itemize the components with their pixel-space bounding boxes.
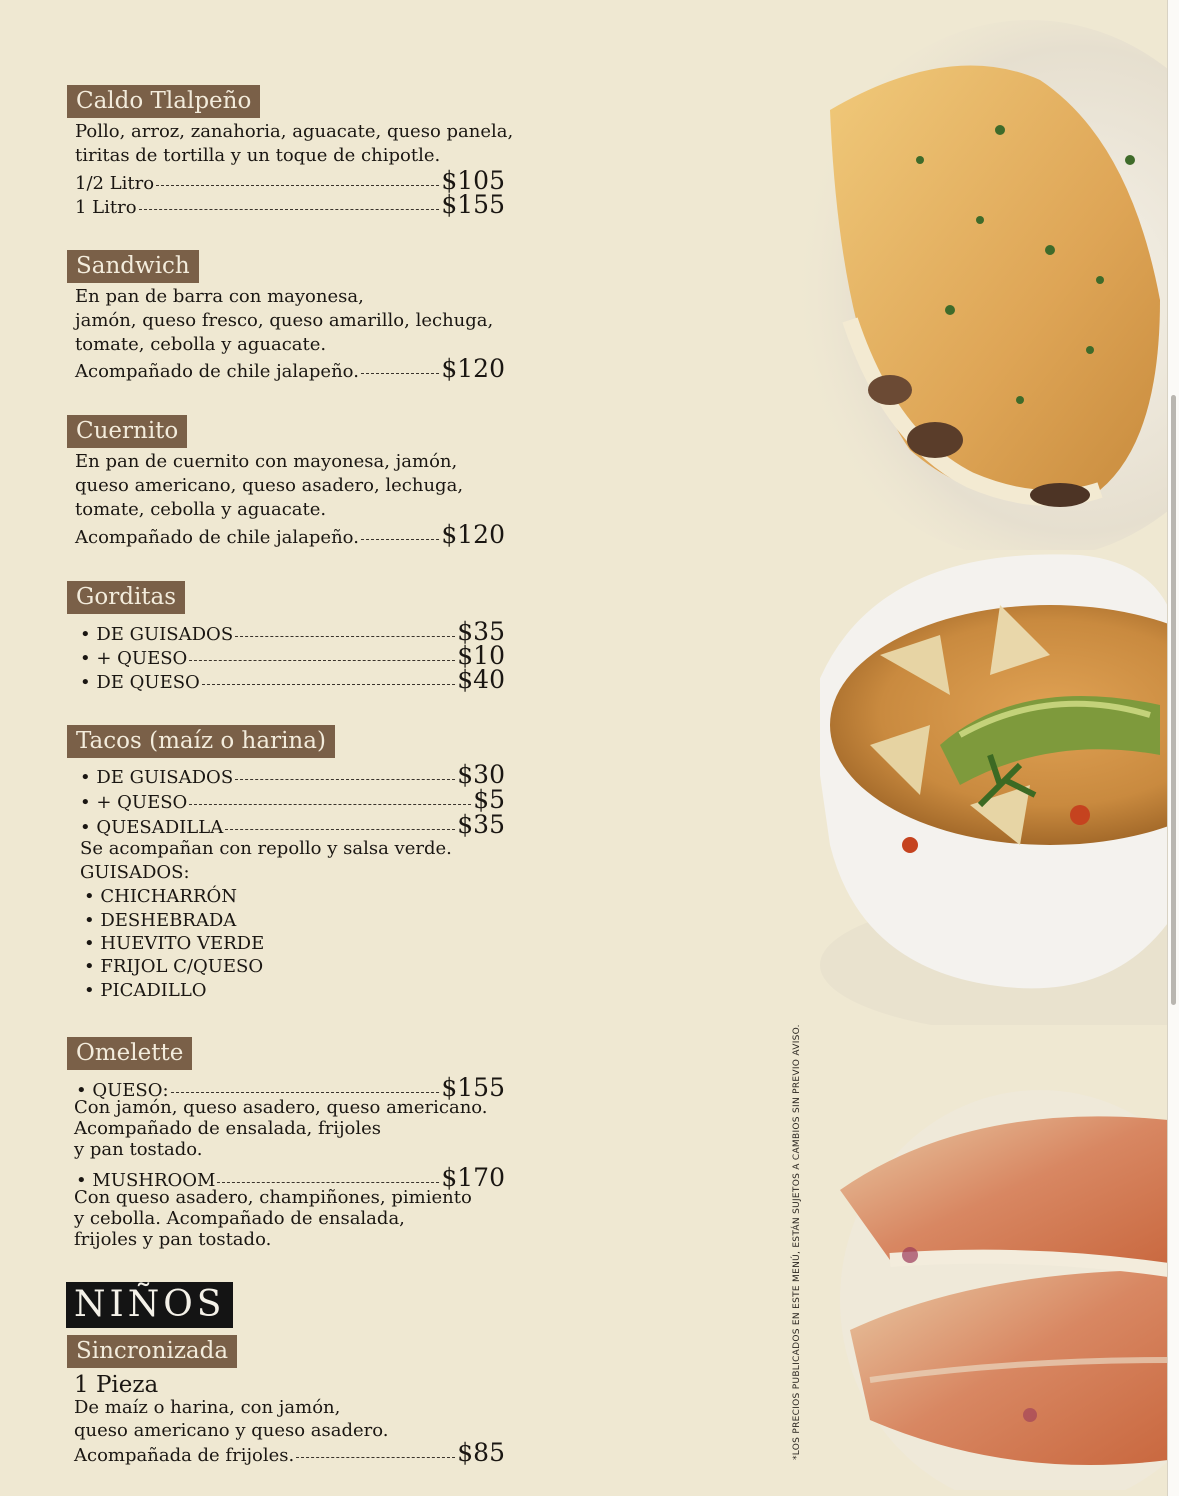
sincronizada-price-row — [74, 1438, 505, 1467]
cuernito-price-label: Acompañado de chile jalapeño. — [75, 527, 359, 548]
tacos-row-3 — [80, 810, 505, 839]
omelette-desc-2a: Con queso asadero, champiñones, pimiento — [74, 1187, 472, 1208]
leader-dots — [171, 1092, 440, 1093]
leader-dots — [156, 185, 439, 186]
gorditas-title: Gorditas — [67, 581, 185, 614]
gorditas-label-1: • DE GUISADOS — [80, 624, 233, 645]
leader-dots — [202, 684, 455, 685]
sincronizada-desc-2: queso americano y queso asadero. — [74, 1420, 389, 1441]
price-disclaimer: *LOS PRECIOS PUBLICADOS EN ESTE MENÚ, ESTÁN SUJETOS A CAMBIOS SIN PREVIO AVISO. — [792, 1024, 802, 1460]
caldo-size-label-2: 1 Litro — [75, 197, 137, 218]
sincronizada-title: Sincronizada — [67, 1335, 237, 1368]
sandwich-price-row — [75, 354, 505, 383]
guisados-title: GUISADOS: — [80, 862, 190, 883]
caldo-price-1: $105 — [441, 166, 505, 195]
tacos-row-1 — [80, 760, 505, 789]
omelette-price-1: $155 — [441, 1073, 505, 1102]
caldo-title: Caldo Tlalpeño — [67, 85, 260, 118]
caldo-price-row-1 — [75, 166, 505, 195]
tacos-title: Tacos (maíz o harina) — [67, 725, 335, 758]
leader-dots — [139, 209, 440, 210]
leader-dots — [235, 636, 455, 637]
cuernito-price: $120 — [441, 520, 505, 549]
sandwich-desc-2: jamón, queso fresco, queso amarillo, lechuga, — [75, 310, 494, 331]
cuernito-desc-1: En pan de cuernito con mayonesa, jamón, — [75, 451, 458, 472]
gorditas-row-2 — [80, 641, 505, 670]
quesadilla-photo — [830, 1060, 1168, 1490]
gorditas-label-3: • DE QUESO — [80, 672, 200, 693]
omelette-desc-2c: frijoles y pan tostado. — [74, 1229, 272, 1250]
guisado-item: • DESHEBRADA — [84, 909, 236, 933]
gorditas-row-1 — [80, 617, 505, 646]
cuernito-price-row — [75, 520, 505, 549]
scrollbar[interactable] — [1171, 395, 1176, 1005]
tacos-note: Se acompañan con repollo y salsa verde. — [80, 838, 452, 859]
omelette-desc-1b: Acompañado de ensalada, frijoles — [74, 1118, 382, 1139]
guisado-item: • FRIJOL C/QUESO — [84, 955, 263, 979]
leader-dots — [361, 373, 439, 374]
caldo-desc-1: Pollo, arroz, zanahoria, aguacate, queso panela, — [75, 121, 514, 142]
tacos-label-3: • QUESADILLA — [80, 817, 223, 838]
sandwich-price: $120 — [441, 354, 505, 383]
omelette-title: Omelette — [67, 1037, 192, 1070]
leader-dots — [361, 539, 439, 540]
guisado-item: • CHICHARRÓN — [84, 885, 237, 909]
guisado-item: • PICADILLO — [84, 979, 207, 1003]
leader-dots — [296, 1457, 455, 1458]
sandwich-price-label: Acompañado de chile jalapeño. — [75, 361, 359, 382]
omelette-desc-1c: y pan tostado. — [74, 1139, 203, 1160]
leader-dots — [217, 1182, 439, 1183]
gorditas-price-2: $10 — [457, 641, 505, 670]
caldo-price-row-2 — [75, 190, 505, 219]
guisado-item: • HUEVITO VERDE — [84, 932, 264, 956]
omelette-price-2: $170 — [441, 1163, 505, 1192]
cuernito-title: Cuernito — [67, 415, 187, 448]
caldo-desc-2: tiritas de tortilla y un toque de chipotle. — [75, 145, 441, 166]
sincronizada-price-label: Acompañada de frijoles. — [74, 1445, 295, 1466]
sandwich-title: Sandwich — [67, 250, 199, 283]
tacos-price-2: $5 — [473, 785, 505, 814]
omelette-label-2: • MUSHROOM — [76, 1170, 215, 1191]
tacos-label-1: • DE GUISADOS — [80, 767, 233, 788]
tacos-price-3: $35 — [457, 810, 505, 839]
omelette-photo — [800, 20, 1168, 550]
sincronizada-price: $85 — [457, 1438, 505, 1467]
cuernito-desc-2: queso americano, queso asadero, lechuga, — [75, 475, 464, 496]
gorditas-row-3 — [80, 665, 505, 694]
omelette-row-2 — [76, 1163, 505, 1192]
omelette-row-1 — [76, 1073, 505, 1102]
gorditas-price-1: $35 — [457, 617, 505, 646]
gorditas-price-3: $40 — [457, 665, 505, 694]
ninos-heading: NIÑOS — [66, 1282, 233, 1328]
leader-dots — [189, 804, 471, 805]
leader-dots — [235, 779, 455, 780]
tacos-price-1: $30 — [457, 760, 505, 789]
omelette-label-1: • QUESO: — [76, 1080, 169, 1101]
caldo-price-2: $155 — [441, 190, 505, 219]
soup-bowl-photo — [820, 545, 1168, 1025]
sincronizada-desc-1: De maíz o harina, con jamón, — [74, 1397, 341, 1418]
sandwich-desc-3: tomate, cebolla y aguacate. — [75, 334, 327, 355]
leader-dots — [189, 660, 455, 661]
cuernito-desc-3: tomate, cebolla y aguacate. — [75, 499, 327, 520]
sandwich-desc-1: En pan de barra con mayonesa, — [75, 286, 364, 307]
tacos-label-2: • + QUESO — [80, 792, 187, 813]
omelette-desc-2b: y cebolla. Acompañado de ensalada, — [74, 1208, 405, 1229]
leader-dots — [225, 829, 455, 830]
omelette-desc-1a: Con jamón, queso asadero, queso americano. — [74, 1097, 488, 1118]
gorditas-label-2: • + QUESO — [80, 648, 187, 669]
pieza-label: 1 Pieza — [74, 1372, 159, 1398]
caldo-size-label-1: 1/2 Litro — [75, 173, 155, 194]
tacos-row-2 — [80, 785, 505, 814]
